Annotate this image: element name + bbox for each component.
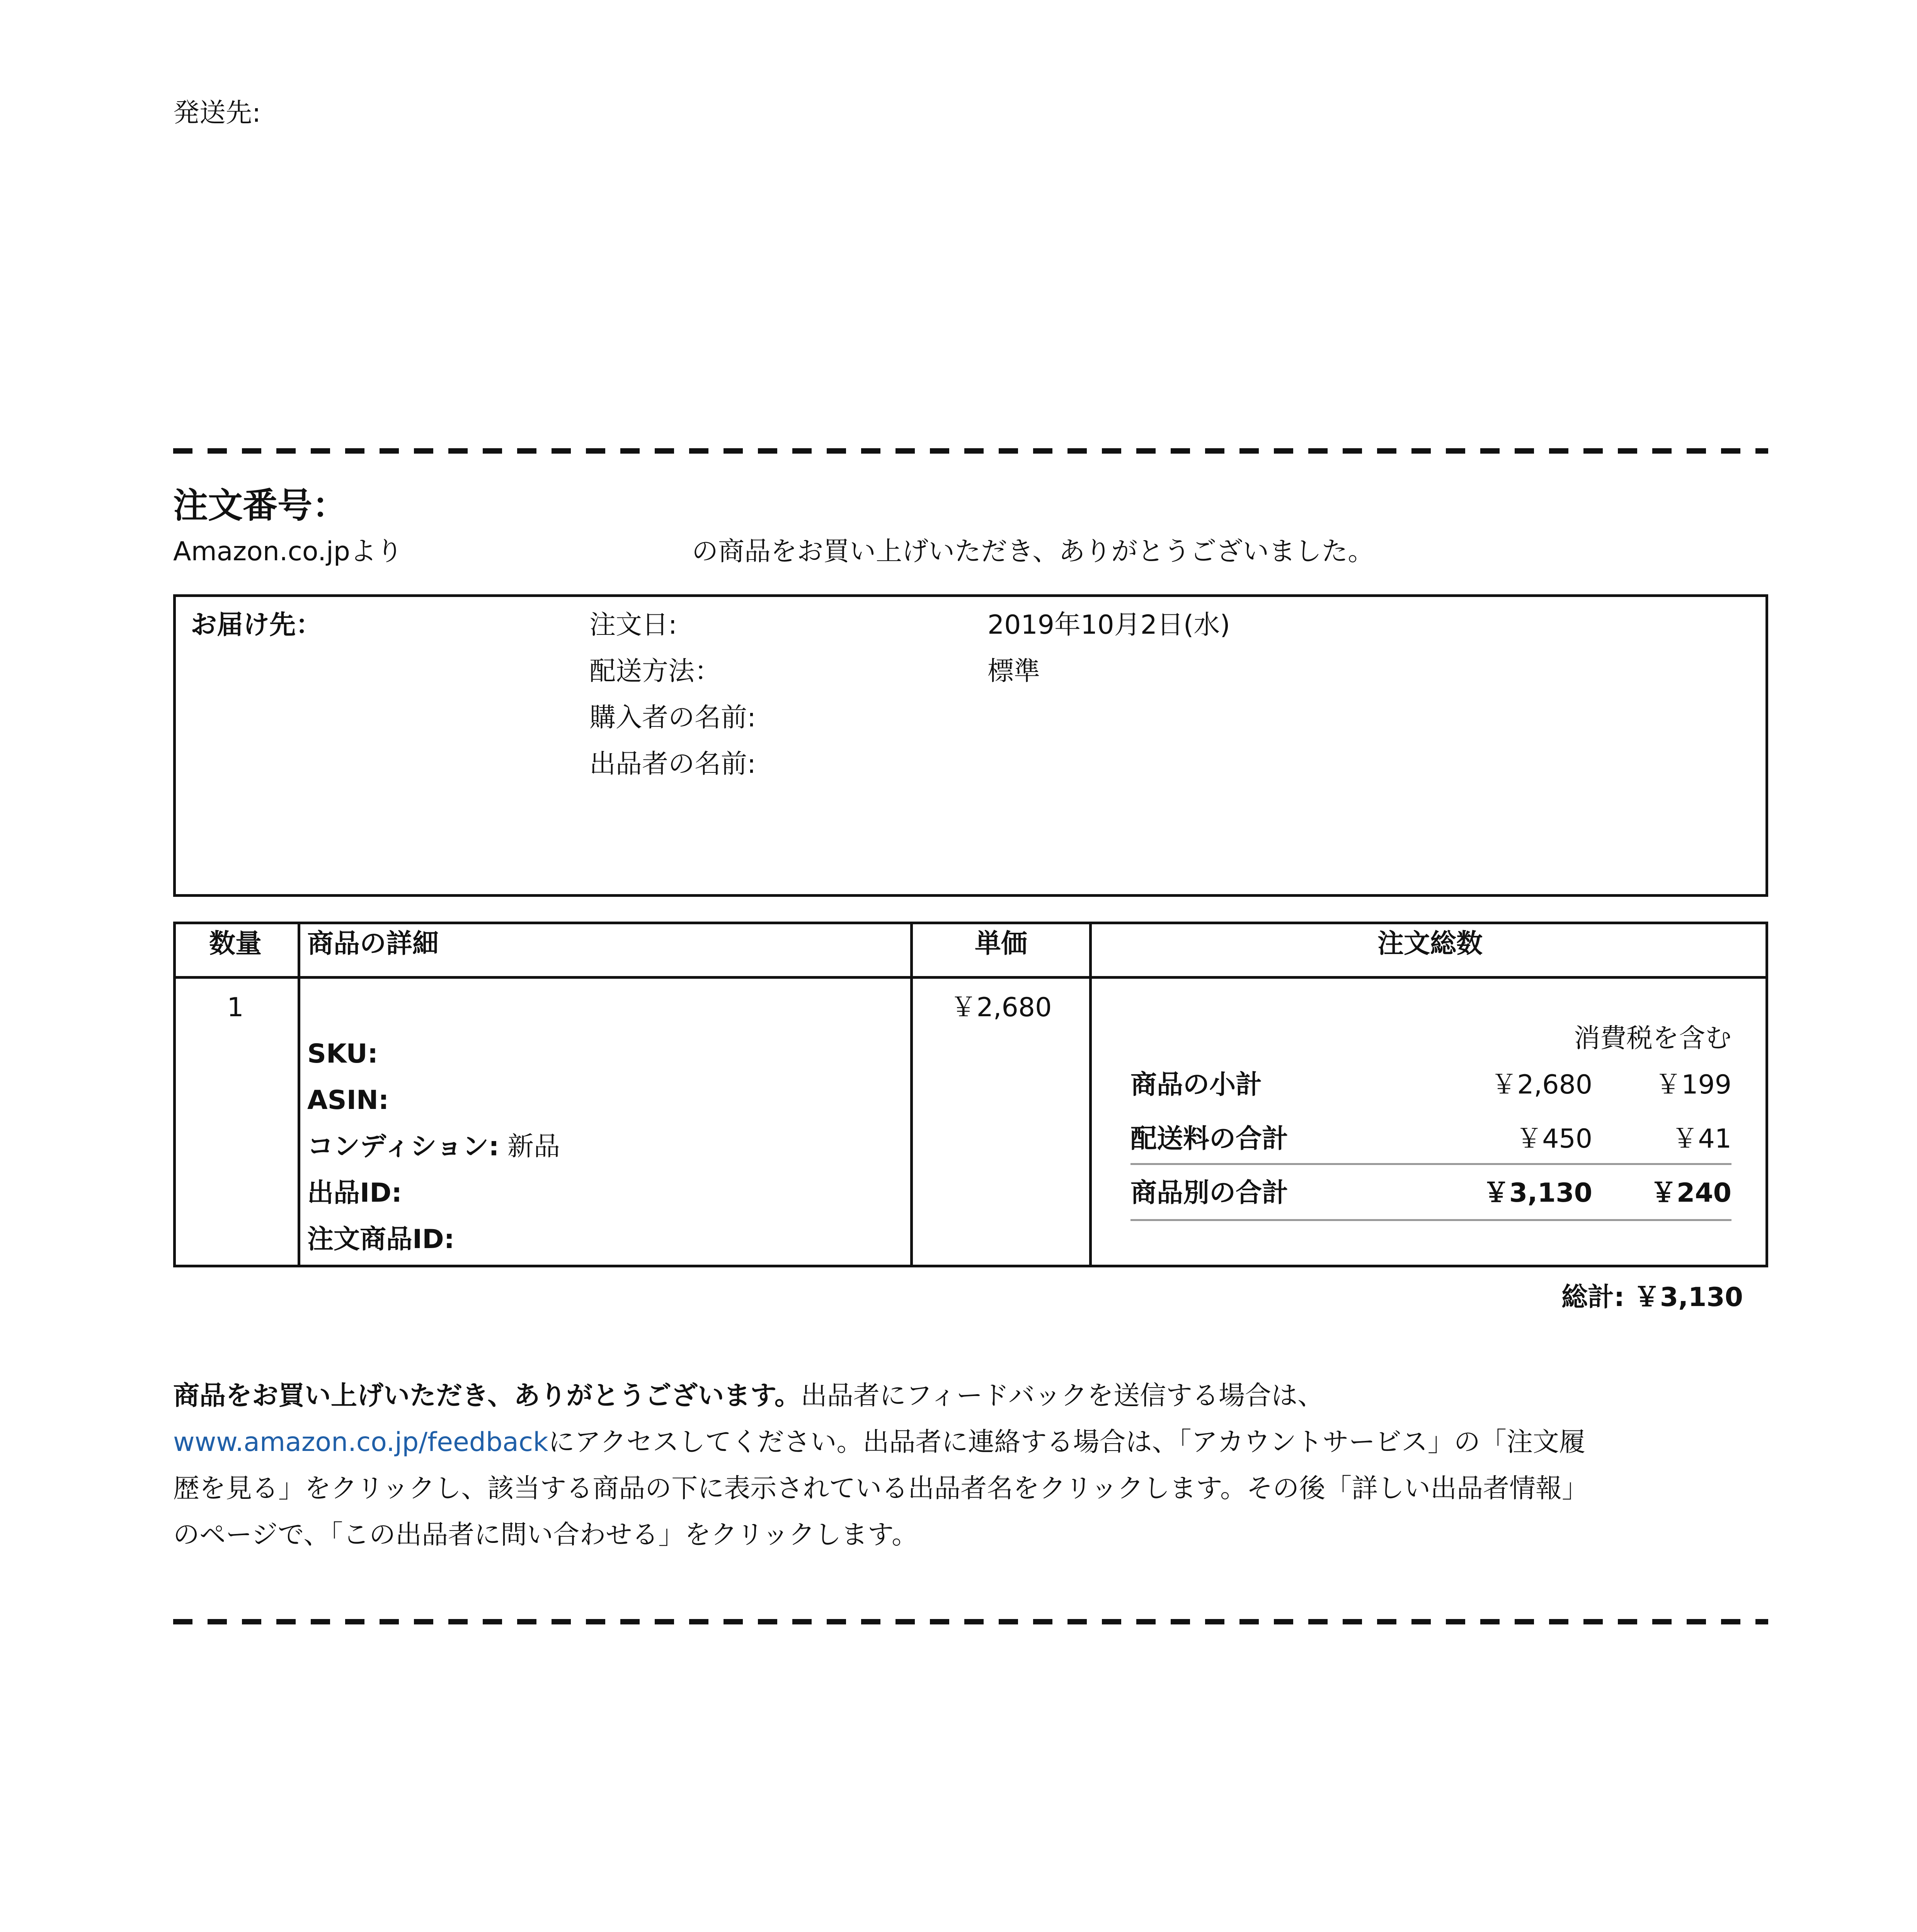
sku-label: SKU:	[307, 1039, 378, 1069]
item-qty: 1	[227, 992, 244, 1023]
order-info-box	[173, 594, 1768, 897]
header-details: 商品の詳細	[307, 929, 439, 959]
asin-label: ASIN:	[307, 1085, 389, 1116]
totals-bottom-line	[1130, 1219, 1731, 1221]
bottom-dashed-divider	[173, 1619, 1768, 1624]
footer-line-2	[173, 1426, 1585, 1459]
totals-divider	[1130, 1163, 1731, 1165]
shipping-total-amount: ￥450	[1516, 1124, 1592, 1154]
footer-text-1: 出品者にフィードバックを送信する場合は、	[800, 1381, 1324, 1411]
header-unit-price: 単価	[974, 929, 1027, 959]
subtotal-label: 商品の小計	[1130, 1070, 1262, 1100]
header-qty: 数量	[209, 929, 262, 959]
order-date-label: 注文日:	[589, 610, 677, 640]
col-divider-1	[298, 922, 300, 1267]
col-divider-3	[1089, 922, 1092, 1267]
shipping-total-tax: ￥41	[1672, 1124, 1731, 1154]
header-order-total: 注文総数	[1377, 929, 1483, 959]
order-item-id-label: 注文商品ID:	[307, 1224, 455, 1255]
footer-line-3: 歴を見る」をクリックし、該当する商品の下に表示されている出品者名をクリックします。その後「詳しい出品者情報」	[173, 1473, 1588, 1504]
item-total-amount: ￥3,130	[1483, 1178, 1592, 1208]
footer-line-1	[173, 1379, 1324, 1412]
ship-to-label: 発送先:	[173, 98, 261, 128]
footer-text-2: にアクセスしてください。出品者に連絡する場合は、「アカウントサービス」の「注文履	[548, 1427, 1585, 1458]
feedback-link[interactable]: www.amazon.co.jp/feedback	[173, 1427, 548, 1458]
order-number-label: 注文番号：	[173, 485, 347, 526]
buyer-name-label: 購入者の名前:	[589, 702, 756, 733]
condition-value: 新品	[507, 1131, 560, 1162]
seller-id-label: 出品ID:	[307, 1178, 402, 1208]
unit-price: ￥2,680	[950, 992, 1052, 1023]
footer-line-4: のページで、「この出品者に問い合わせる」をクリックします。	[173, 1520, 918, 1550]
top-dashed-divider	[173, 448, 1768, 454]
shipping-method-label: 配送方法：	[589, 656, 721, 687]
table-header-divider	[173, 976, 1768, 979]
tax-note: 消費税を含む	[1573, 1023, 1731, 1054]
shipping-method-value: 標準	[987, 656, 1040, 687]
condition-label: コンディション:	[307, 1131, 499, 1162]
seller-name-label: 出品者の名前:	[589, 749, 756, 779]
footer-bold-thanks: 商品をお買い上げいただき、ありがとうございます。	[173, 1381, 801, 1411]
shipping-total-label: 配送料の合計	[1130, 1124, 1289, 1154]
thanks-suffix: の商品をお買い上げいただき、ありがとうございました。	[692, 536, 1374, 567]
grand-total: 総計: ￥3,130	[1561, 1282, 1743, 1313]
subtotal-tax: ￥199	[1655, 1070, 1731, 1100]
col-divider-2	[910, 922, 913, 1267]
thanks-prefix: Amazon.co.jpより	[173, 536, 403, 567]
item-total-tax: ￥240	[1650, 1178, 1731, 1208]
deliver-to-label: お届け先：	[191, 610, 322, 640]
item-total-label: 商品別の合計	[1130, 1178, 1289, 1208]
order-date-value: 2019年10月2日(水)	[987, 610, 1230, 640]
subtotal-amount: ￥2,680	[1491, 1070, 1592, 1100]
